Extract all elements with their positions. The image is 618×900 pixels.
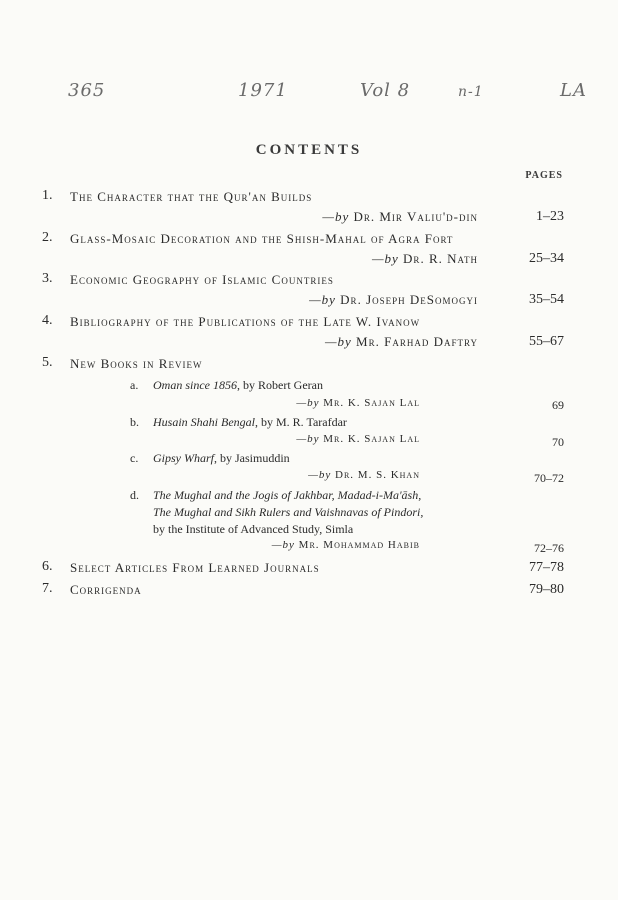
review-pages: 70–72 — [534, 471, 564, 485]
entry-number: 4. — [42, 313, 53, 328]
entry-title: New Books in Review — [70, 356, 203, 371]
entry-pages: 1–23 — [536, 209, 564, 224]
review-book — [153, 415, 347, 430]
by-prefix: —by — [296, 433, 320, 445]
entry-author — [325, 334, 478, 350]
handwritten-annotation-3: Vol 8 — [360, 80, 411, 101]
by-prefix: —by — [324, 334, 352, 349]
entry-title: Corrigenda — [70, 582, 142, 597]
reviewer-name: Mr. K. Sajan Lal — [323, 433, 420, 445]
review-pages: 72–76 — [534, 541, 564, 555]
entry-author — [322, 209, 478, 225]
entry-title: Economic Geography of Islamic Countries — [70, 272, 334, 287]
author-name: Dr. Mir Valiu'd-din — [353, 209, 478, 224]
author-name: Dr. Joseph DeSomogyi — [340, 292, 478, 307]
author-name: Mr. Farhad Daftry — [356, 334, 478, 349]
entry-title: The Character that the Qur'an Builds — [70, 189, 313, 204]
entry-number: 7. — [42, 581, 53, 596]
by-prefix: —by — [309, 292, 336, 307]
review-book-publisher: by the Institute of Advanced Study, Simla — [153, 522, 354, 536]
book-author: , by Robert Geran — [237, 378, 323, 392]
handwritten-annotation-2: 1971 — [238, 80, 288, 101]
review-label: b. — [130, 415, 139, 429]
entry-title: Bibliography of the Publications of the Late W. Ivanow — [70, 314, 421, 329]
entry-title: Select Articles From Learned Journals — [70, 560, 320, 575]
pages-column-header: PAGES — [525, 170, 563, 181]
by-prefix: —by — [271, 539, 295, 551]
entry-number: 2. — [42, 230, 53, 245]
entry-author — [372, 251, 478, 267]
reviewer-name: Mr. K. Sajan Lal — [323, 397, 420, 409]
entry-title: Glass-Mosaic Decoration and the Shish-Mahal of Agra Fort — [70, 231, 454, 246]
review-label: a. — [130, 378, 139, 392]
review-pages: 69 — [552, 398, 564, 412]
review-label: c. — [130, 451, 139, 465]
entry-author — [309, 292, 478, 308]
author-name: Dr. R. Nath — [403, 251, 478, 266]
book-title: The Mughal and the Jogis of Jakhbar, Madad-i-Ma'āsh, — [153, 488, 422, 502]
entry-pages: 55–67 — [529, 334, 564, 349]
entry-number: 6. — [42, 559, 53, 574]
by-prefix: —by — [371, 251, 399, 266]
entry-number: 3. — [42, 271, 53, 286]
entry-pages: 35–54 — [529, 292, 564, 307]
entry-number: 1. — [42, 188, 53, 203]
entry-pages: 77–78 — [529, 560, 564, 575]
book-title: The Mughal and Sikh Rulers and Vaishnavas of Pindori, — [153, 505, 424, 519]
page-title: CONTENTS — [255, 142, 363, 158]
by-prefix: —by — [296, 397, 320, 409]
book-title: Gipsy Wharf — [153, 451, 214, 465]
reviewer-name: Dr. M. S. Khan — [335, 469, 420, 481]
review-book — [153, 378, 323, 393]
book-author: , by Jasimuddin — [214, 451, 290, 465]
handwritten-annotation-1: 365 — [68, 80, 106, 101]
review-book-line-2 — [153, 505, 423, 520]
review-reviewer — [296, 433, 420, 445]
review-reviewer — [296, 397, 420, 409]
by-prefix: —by — [322, 209, 350, 224]
handwritten-annotation-5: LA — [560, 80, 587, 101]
book-author: , by M. R. Tarafdar — [255, 415, 347, 429]
handwritten-annotation-4: n-1 — [458, 84, 484, 100]
entry-pages: 25–34 — [529, 251, 564, 266]
book-title: Oman since 1856 — [153, 378, 237, 392]
review-pages: 70 — [552, 435, 564, 449]
review-book — [153, 451, 290, 466]
entry-number: 5. — [42, 355, 53, 370]
review-book-line-1 — [153, 488, 421, 503]
review-reviewer — [308, 469, 420, 481]
review-reviewer — [272, 539, 420, 551]
entry-pages: 79–80 — [529, 582, 564, 597]
by-prefix: —by — [308, 469, 332, 481]
reviewer-name: Mr. Mohammad Habib — [298, 539, 420, 551]
book-title: Husain Shahi Bengal — [153, 415, 255, 429]
review-label: d. — [130, 488, 139, 502]
